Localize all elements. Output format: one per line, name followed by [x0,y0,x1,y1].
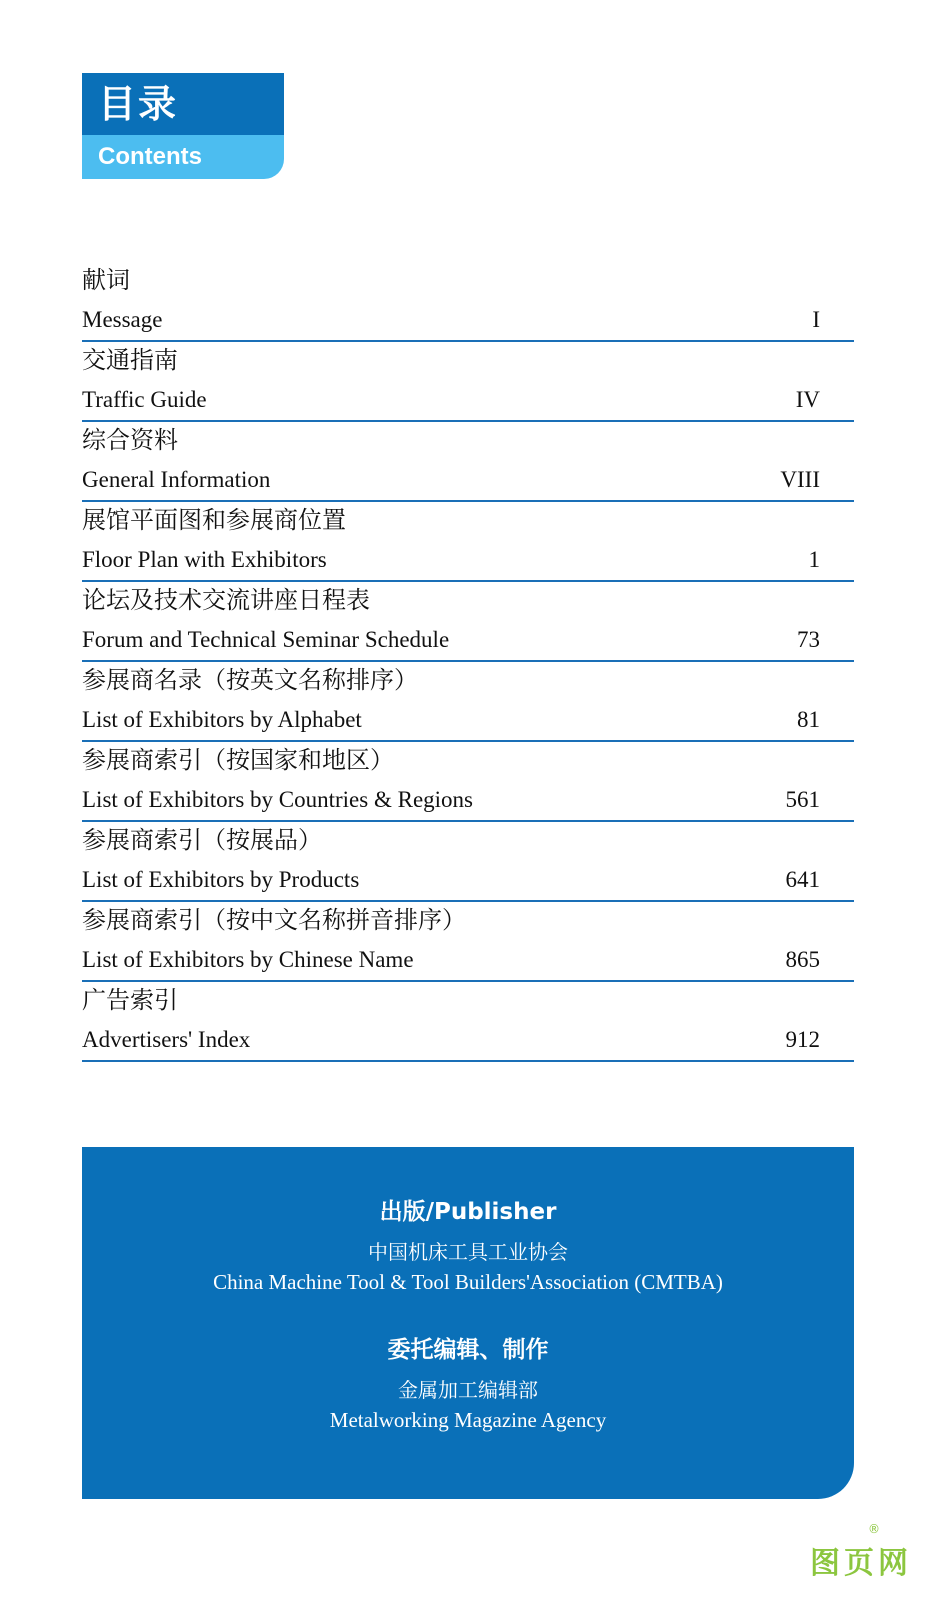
toc-title-en: Forum and Technical Seminar Schedule [82,627,450,652]
toc-title-en: List of Exhibitors by Chinese Name [82,947,414,972]
toc-row[interactable] [82,822,854,902]
publisher-org-cn: 中国机床工具工业协会 [368,1240,568,1264]
editor-heading: 委托编辑、制作 [387,1337,549,1363]
toc-title-cn: 综合资料 [82,426,178,454]
editor-en: Metalworking Magazine Agency [329,1408,607,1432]
toc-row[interactable] [82,342,854,422]
header-title-en: Contents [82,135,284,179]
editor-cn: 金属加工编辑部 [398,1378,538,1402]
toc-title-cn: 展馆平面图和参展商位置 [82,506,346,534]
toc-page-number: I [812,307,820,332]
toc-title-cn: 参展商索引（按中文名称拼音排序） [82,906,466,934]
toc-row[interactable] [82,982,854,1062]
toc-title-en: List of Exhibitors by Products [82,867,360,892]
toc-row[interactable] [82,422,854,502]
toc-title-cn: 参展商名录（按英文名称排序） [82,666,418,694]
publisher-block [82,1197,854,1297]
toc-page-number: IV [795,387,820,412]
toc-page-number: 641 [785,867,820,892]
toc-title-cn: 参展商索引（按国家和地区） [82,746,394,774]
toc-page-number: 561 [785,787,820,812]
toc-title-en: Advertisers' Index [82,1027,251,1052]
header-title-cn: 目录 [82,73,284,135]
toc-title-en: Floor Plan with Exhibitors [82,547,327,572]
toc-page-number: 73 [797,627,820,652]
toc-page-number: VIII [780,467,820,492]
toc-title-en: Message [82,307,163,332]
registered-mark: ® [868,1522,884,1536]
toc-page-number: 1 [808,547,820,572]
toc-title-cn: 参展商索引（按展品） [82,826,322,854]
toc-page-number: 865 [785,947,820,972]
toc-row[interactable] [82,902,854,982]
table-of-contents [82,262,854,1062]
toc-title-en: General Information [82,467,271,492]
toc-title-cn: 论坛及技术交流讲座日程表 [82,586,370,614]
toc-title-cn: 献词 [82,266,130,294]
publisher-org-en: China Machine Tool & Tool Builders'Association (CMTBA) [213,1270,723,1294]
editor-block [82,1335,854,1435]
toc-row[interactable] [82,502,854,582]
toc-title-cn: 交通指南 [82,346,178,374]
toc-page-number: 81 [797,707,820,732]
toc-row[interactable] [82,742,854,822]
toc-title-en: Traffic Guide [82,387,207,412]
toc-title-en: List of Exhibitors by Alphabet [82,707,362,732]
toc-row[interactable] [82,582,854,662]
contents-header [82,73,284,179]
toc-title-en: List of Exhibitors by Countries & Regions [82,787,473,812]
toc-row[interactable] [82,662,854,742]
publisher-heading: 出版/Publisher [379,1199,557,1225]
toc-page-number: 912 [785,1027,820,1052]
watermark-text: 图页网 [810,1546,912,1581]
toc-row[interactable] [82,262,854,342]
publisher-panel [82,1147,854,1499]
toc-title-cn: 广告索引 [82,986,178,1014]
watermark-logo [810,1522,912,1582]
